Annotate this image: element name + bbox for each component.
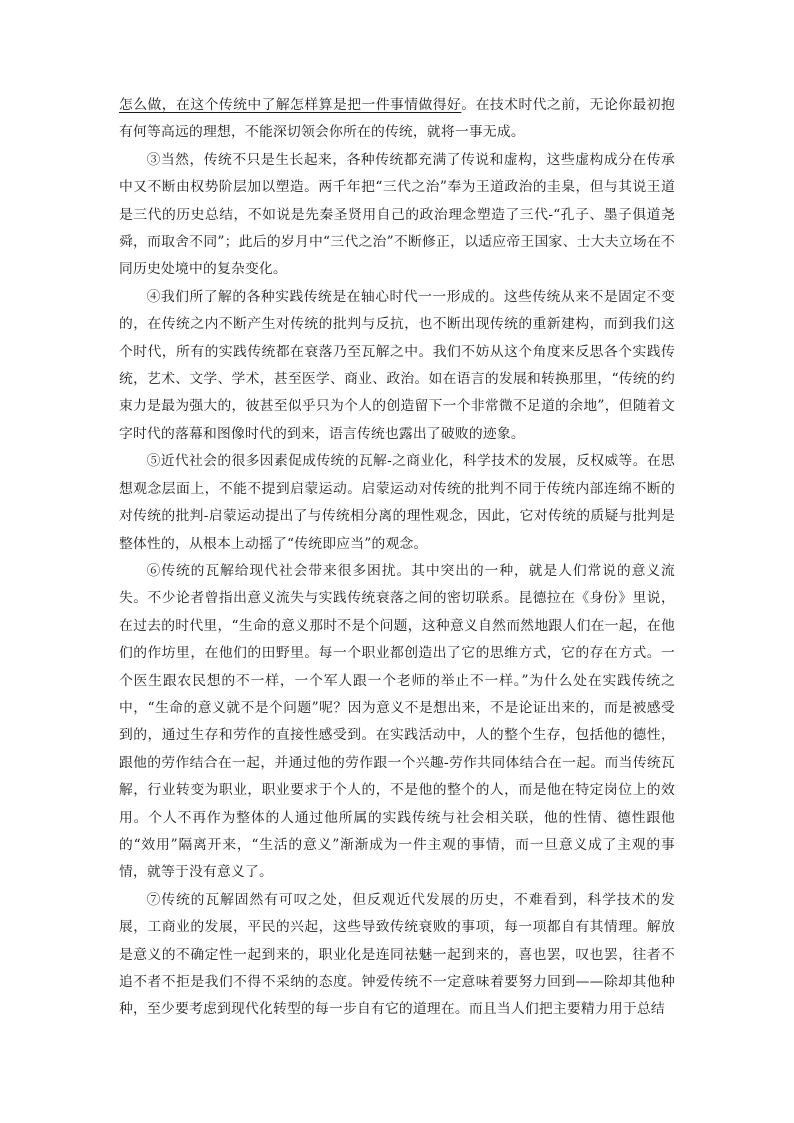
- paragraph-4: ④我们所了解的各种实践传统是在轴心时代一一形成的。这些传统从来不是固定不变的，在传统之内不断产生对传统的批判与反抗，也不断出现传统的重新建构，而到我们这个时代，所有的实践传统都在衰落乃至瓦解之中。我们不妨从这个角度来反思各个实践传统，艺术、文学、学术，甚至医学、商业、政治。如在语言的发展和转换那里，“传统的约束力是最为强大的，彼甚至似乎只为个人的创造留下一个非常微不足道的余地”，但随着文字时代的落幕和图像时代的到来，语言传统也露出了破败的迹象。: [119, 288, 675, 442]
- document-page: [119, 92, 675, 1024]
- paragraph-7: ⑦传统的瓦解固然有可叹之处，但反观近代发展的历史，不难看到，科学技术的发展，工商业的发展，平民的兴起，这些导致传统衰败的事项，每一项都自有其情理。解放是意义的不确定性一起到来的，职业化是连同祛魅一起到来的，喜也罢，叹也罢，往者不追不者不拒是我们不得不采纳的态度。钟爱传统不一定意味着要努力回到——除却其他种种，至少要考虑到现代化转型的每一步自有它的道理在。而且当人们把主要精力用于总结: [119, 891, 675, 1018]
- paragraph-intro-text: 。在技术时代之前，无论你最初抱有何等高远的理想，不能深切领会你所在的传统，就将一事无成。: [119, 97, 675, 141]
- underlined-sentence: 怎么做，在这个传统中了解怎样算是把一件事情做得好: [119, 97, 462, 113]
- paragraph-5: ⑤近代社会的很多因素促成传统的瓦解-之商业化，科学技术的发展，反权威等。在思想观念层面上，不能不提到启蒙运动。启蒙运动对传统的批判不同于传统内部连绵不断的对传统的批判-启蒙运动提出了与传统相分离的理性观念，因此，它对传统的质疑与批判是整体性的，从根本上动摇了“传统即应当”的观念。: [119, 453, 675, 552]
- paragraph-3: ③当然，传统不只是生长起来，各种传统都充满了传说和虚构，这些虚构成分在传承中又不断由权势阶层加以塑造。两千年把“三代之治”奉为王道政治的圭臬，但与其说王道是三代的历史总结，不如说是先秦圣贤用自己的政治理念塑造了三代-“孔子、墨子俱道尧舜，而取舍不同”；此后的岁月中“三代之治”不断修正，以适应帝王国家、士大夫立场在不同历史处境中的复杂变化。: [119, 151, 675, 278]
- paragraph-6: ⑥传统的瓦解给现代社会带来很多困扰。其中突出的一种，就是人们常说的意义流失。不少论者曾指出意义流失与实践传统衰落之间的密切联系。昆德拉在《身份》里说，在过去的时代里，“生命的意义那时不是个问题，这种意义自然而然地跟人们在一起，在他们的作坊里，在他们的田野里。每一个职业都创造出了它的思维方式，它的存在方式。一个医生跟农民想的不一样，一个军人跟一个老师的举止不一样。”为什么处在实践传统之中，“生命的意义就不是个问题”呢？因为意义不是想出来，不是论证出来的，而是被感受到的，通过生存和劳作的直接性感受到。在实践活动中，人的整个生存，包括他的德性，跟他的劳作结合在一起，并通过他的劳作跟一个兴趣-劳作共同体结合在一起。而当传统瓦解，行业转变为职业，职业要求于个人的，不是他的整个的人，而是他在特定岗位上的效用。个人不再作为整体的人通过他所属的实践传统与社会相关联，他的性情、德性跟他的“效用”隔离开来，“生活的意义”渐渐成为一件主观的事情，而一旦意义成了主观的事情，就等于没有意义了。: [119, 562, 675, 881]
- paragraph-intro: [119, 92, 675, 147]
